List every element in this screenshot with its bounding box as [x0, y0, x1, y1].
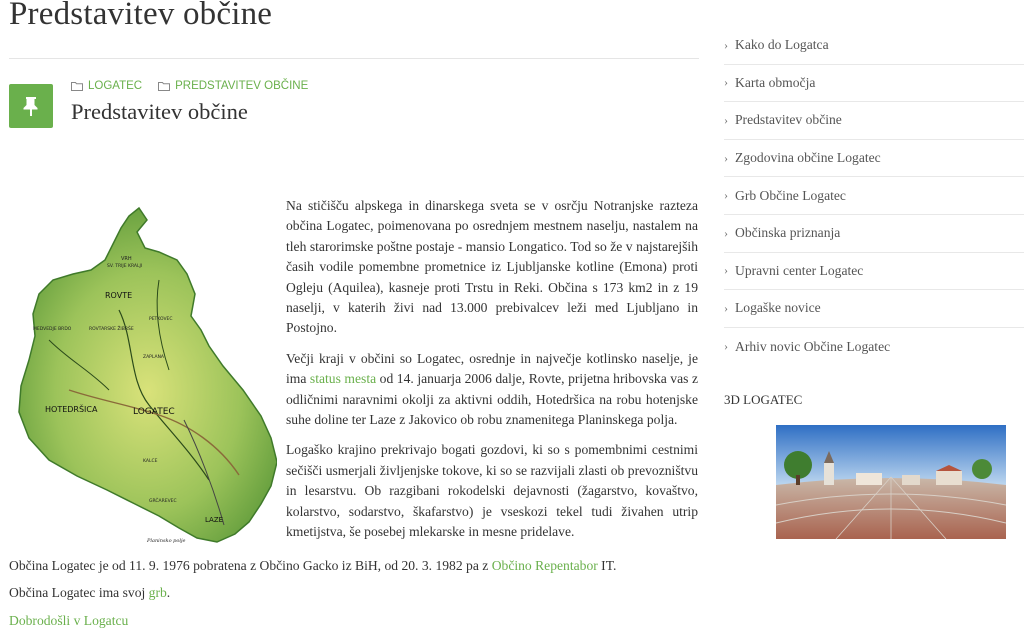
folder-icon [71, 81, 83, 91]
map-label-planinsko-polje: Planinsko polje [147, 538, 186, 544]
post-meta [71, 80, 308, 92]
status-mesta-link[interactable]: status mesta [309, 371, 377, 387]
chevron-right-icon: › [724, 263, 728, 278]
chevron-right-icon: › [724, 37, 728, 52]
sidebar-item-priznanja[interactable]: › Občinska priznanja [724, 215, 1024, 253]
widget-title-3d-logatec: 3D LOGATEC [724, 392, 803, 407]
map-label-sv-trije-kralji: SV. TRIJE KRALJI [107, 264, 143, 269]
map-label-zaplana: ZAPLANA [143, 355, 165, 360]
map-label-laze: LAZE [205, 516, 224, 524]
chevron-right-icon: › [724, 150, 728, 165]
chevron-right-icon: › [724, 225, 728, 240]
grb-link[interactable]: grb [148, 585, 167, 600]
sidebar-item-predstavitev-obcine[interactable]: › Predstavitev občine [724, 102, 1024, 140]
paragraph-coat-of-arms: Občina Logatec ima svoj grb. [9, 585, 171, 600]
sidebar-item-logaske-novice[interactable]: › Logaške novice [724, 290, 1024, 328]
chevron-right-icon: › [724, 300, 728, 315]
paragraph-towns: Večji kraji v občini so Logatec, osrednje in največje kotlinsko naselje, je ima status mesta od 14. januarja 2006 dalje, Rovte, prijetna hribovska vas z odličnimi naravnimi okolji za aktivni oddih, Hotedršica na robu hotenjske suhe doline ter Laze z Jakovico ob robu znamenitega Planinskega polja. [286, 350, 698, 428]
pin-icon [9, 84, 53, 128]
folder-icon [158, 81, 170, 91]
map-label-rovtarske-zibrse: ROVTARSKE ŽIBRŠE [89, 327, 134, 332]
chevron-right-icon: › [724, 339, 728, 354]
paragraph-welcome [9, 611, 128, 631]
post-body [286, 196, 698, 553]
chevron-right-icon: › [724, 112, 728, 127]
map-label-rovte: ROVTE [105, 291, 133, 300]
sidebar-item-grb[interactable]: › Grb Občine Logatec [724, 177, 1024, 215]
chevron-right-icon: › [724, 75, 728, 90]
post-title: Predstavitev občine [71, 99, 248, 124]
sidebar-item-arhiv-novic[interactable]: › Arhiv novic Občine Logatec [724, 338, 891, 354]
welcome-link[interactable]: Dobrodošli v Logatcu [9, 613, 129, 628]
map-label-logatec: LOGATEC [133, 407, 175, 417]
paragraph-forests: Logaško krajino prekrivajo bogati gozdovi, ki so s pomembnimi cestnimi sečišči usmerjali življenjske tokove, ki so se razvijali zlasti ob prevozništvu in lesarstvu. Ob razgibani rokodelski dejavnosti (žagarstvo, kovaštvo, kolarstvo, sodarstvo, škafarstvo) je vseskozi tekel tudi živahen utrip kmetijstva, še posebej mlekarske in mesne pridelave. [286, 442, 698, 540]
sidebar-item-karta-obmocja[interactable]: › Karta območja [724, 65, 1024, 103]
map-label-kalce: KALCE [143, 459, 158, 464]
sidebar-item-kako-do-logatca[interactable]: › Kako do Logatca [724, 27, 1024, 65]
sidebar-item-zgodovina[interactable]: › Zgodovina občine Logatec [724, 140, 1024, 178]
sidebar-item-upravni-center[interactable]: › Upravni center Logatec [724, 253, 1024, 291]
panorama-image[interactable] [776, 425, 1006, 539]
paragraph-twinning: Občina Logatec je od 11. 9. 1976 pobratena z Občino Gacko iz BiH, od 20. 3. 1982 pa z Občino Repentabor IT. [9, 558, 617, 573]
municipality-map [9, 190, 277, 552]
repentabor-link[interactable]: Občino Repentabor [491, 558, 598, 573]
paragraph-intro: Na stičišču alpskega in dinarskega sveta se v osrčju Notranjske razteza občina Logatec, poimenovana po osrednjem mestnem naselju, nastalem na tleh starorimske poštne postaje - mansio Longatico. Tod so že v najstarejših časih vodile pomembne prometnice iz Ljubljanske kotline (Emona) proti Ogleju (Aquilea), kasneje proti Trstu in Reki. Občina s 173 km2 in z 19 naselji, v katerih živi nad 13.000 prebivalcev leži med Ljubljano in Postojno. [286, 198, 698, 336]
map-label-vrh: VRH [121, 256, 132, 262]
map-label-hotedrsica: HOTEDRŠICA [45, 405, 98, 414]
title-divider [9, 58, 699, 59]
sidebar-menu [724, 27, 1024, 365]
chevron-right-icon: › [724, 188, 728, 203]
map-label-petkovec: PETKOVEC [149, 317, 173, 322]
category-link-logatec[interactable]: LOGATEC [88, 80, 143, 92]
map-label-medvedje-brdo: MEDVEDJE BRDO [33, 327, 72, 332]
page-title: Predstavitev občine [9, 0, 273, 32]
map-label-grcarevec: GRČAREVEC [149, 499, 177, 504]
category-link-predstavitev[interactable]: PREDSTAVITEV OBČINE [175, 80, 309, 92]
